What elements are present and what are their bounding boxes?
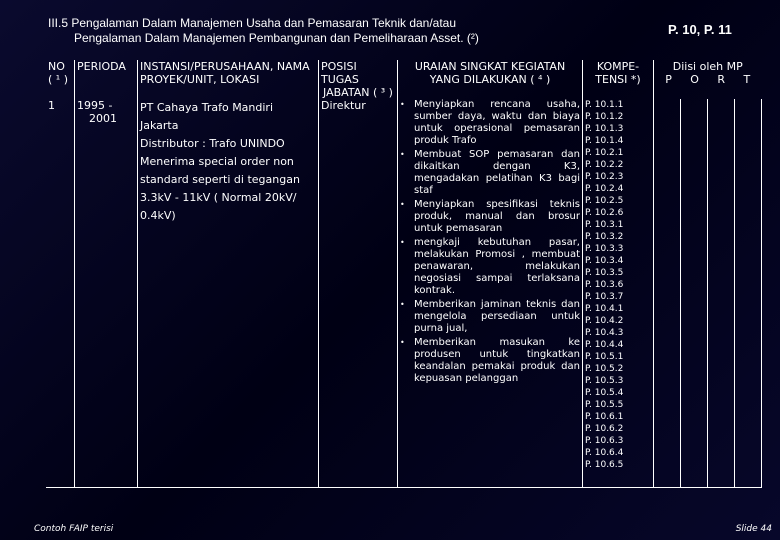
instansi-line: Menerima special order non <box>140 155 294 168</box>
row-periode-end: 2001 <box>89 112 117 125</box>
kompetensi-item: P. 10.6.2 <box>585 424 624 434</box>
header-kompetensi <box>583 60 654 99</box>
row-periode-start: 1995 - <box>77 99 113 112</box>
kompetensi-item: P. 10.3.2 <box>585 232 624 242</box>
kompetensi-item: P. 10.4.3 <box>585 328 624 338</box>
title-line-2: Pengalaman Dalam Manajemen Pembangunan dan Pemeliharaan Asset. (²) <box>74 31 479 45</box>
header-posisi-label: POSISI TUGAS <box>321 60 359 86</box>
slide-title <box>48 16 568 46</box>
kompetensi-item: P. 10.6.5 <box>585 460 624 470</box>
list-item <box>400 149 580 197</box>
kompetensi-item: P. 10.2.5 <box>585 196 624 206</box>
kompetensi-item: P. 10.5.5 <box>585 400 624 410</box>
header-posisi <box>319 60 398 99</box>
header-diisi <box>654 60 762 99</box>
kompetensi-item: P. 10.4.4 <box>585 340 624 350</box>
bullet-icon: • <box>400 100 405 109</box>
header-diisi-label: Diisi oleh MP <box>672 60 743 73</box>
header-uraian-label: URAIAN SINGKAT KEGIATAN <box>414 60 566 73</box>
header-uraian <box>398 60 583 99</box>
kompetensi-item: P. 10.1.2 <box>585 112 624 122</box>
instansi-line: Jakarta <box>140 119 179 132</box>
header-kompetensi-sub: TENSI *) <box>595 73 641 86</box>
page-reference: P. 10, P. 11 <box>668 22 732 37</box>
bullet-icon: • <box>400 300 405 309</box>
header-uraian-sub: YANG DILAKUKAN ( ⁴ ) <box>429 73 551 86</box>
slide-number: Slide 44 <box>735 524 772 534</box>
row-uraian <box>398 99 583 487</box>
kompetensi-item: P. 10.3.3 <box>585 244 624 254</box>
row-p-cell <box>654 99 681 487</box>
header-no-sub: ( ¹ ) <box>48 73 68 86</box>
kompetensi-item: P. 10.2.1 <box>585 148 624 158</box>
kompetensi-item: P. 10.3.4 <box>585 256 624 266</box>
row-r-cell <box>708 99 735 487</box>
header-periode <box>75 60 138 99</box>
kompetensi-item: P. 10.3.6 <box>585 280 624 290</box>
uraian-text: Membuat SOP pemasaran dan dikaitkan dengan K3, mengadakan pelatihan K3 bagi staf <box>414 149 580 196</box>
kompetensi-item: P. 10.2.3 <box>585 172 624 182</box>
kompetensi-item: P. 10.5.1 <box>585 352 624 362</box>
list-item <box>400 299 580 335</box>
row-periode <box>75 99 138 487</box>
instansi-line: 3.3kV - 11kV ( Normal 20kV/ <box>140 191 297 204</box>
kompetensi-item: P. 10.6.1 <box>585 412 624 422</box>
kompetensi-item: P. 10.2.6 <box>585 208 624 218</box>
title-line-1: III.5 Pengalaman Dalam Manajemen Usaha dan Pemasaran Teknik dan/atau <box>48 16 457 30</box>
header-instansi-label: INSTANSI/PERUSAHAAN, NAMA <box>140 60 310 73</box>
table-row <box>46 99 762 487</box>
kompetensi-item: P. 10.1.1 <box>585 100 624 110</box>
list-item <box>400 99 580 147</box>
header-no <box>46 60 75 99</box>
header-kompetensi-label: KOMPE- <box>596 60 640 73</box>
bullet-icon: • <box>400 150 405 159</box>
row-instansi <box>138 99 319 487</box>
list-item <box>400 337 580 385</box>
kompetensi-item: P. 10.2.4 <box>585 184 624 194</box>
header-posisi-sub: JABATAN ( ³ ) <box>323 86 393 99</box>
kompetensi-list <box>585 99 651 471</box>
uraian-text: Memberikan masukan ke produsen untuk tingkatkan keandalan pemakai produk dan kepuasan pelanggan <box>414 337 580 384</box>
header-r: R <box>717 73 726 86</box>
kompetensi-item: P. 10.4.2 <box>585 316 624 326</box>
row-o-cell <box>681 99 708 487</box>
kompetensi-item: P. 10.1.3 <box>585 124 624 134</box>
instansi-line: standard seperti di tegangan <box>140 173 300 186</box>
uraian-text: Menyiapkan rencana usaha, sumber daya, waktu dan biaya untuk operasional pemasaran produk Trafo <box>414 99 580 146</box>
header-p: P <box>665 73 672 86</box>
header-instansi <box>138 60 319 99</box>
uraian-text: Menyiapkan spesifikasi teknis produk, manual dan brosur untuk pemasaran <box>414 199 580 234</box>
header-no-label: NO <box>48 60 65 73</box>
header-periode-label: PERIODA <box>77 60 126 73</box>
bullet-icon: • <box>400 200 405 209</box>
list-item <box>400 199 580 235</box>
kompetensi-item: P. 10.5.4 <box>585 388 624 398</box>
header-t: T <box>743 73 751 86</box>
uraian-text: Memberikan jaminan teknis dan mengelola persediaan untuk purna jual, <box>414 299 580 334</box>
row-kompetensi <box>583 99 654 487</box>
footer-caption: Contoh FAIP terisi <box>34 524 114 534</box>
kompetensi-item: P. 10.3.1 <box>585 220 624 230</box>
experience-table <box>46 60 762 488</box>
uraian-list <box>400 99 580 385</box>
kompetensi-item: P. 10.2.2 <box>585 160 624 170</box>
bullet-icon: • <box>400 338 405 347</box>
instansi-line: PT Cahaya Trafo Mandiri <box>140 101 274 114</box>
bullet-icon: • <box>400 238 405 247</box>
table-header-row <box>46 60 762 99</box>
kompetensi-item: P. 10.3.7 <box>585 292 624 302</box>
instansi-line: 0.4kV) <box>140 209 176 222</box>
kompetensi-item: P. 10.5.2 <box>585 364 624 374</box>
kompetensi-item: P. 10.5.3 <box>585 376 624 386</box>
uraian-text: mengkaji kebutuhan pasar, melakukan Promosi , membuat penawaran, melakukan negosiasi sampai terlaksana kontrak. <box>414 237 580 296</box>
instansi-line: Distributor : Trafo UNINDO <box>140 137 285 150</box>
kompetensi-item: P. 10.6.3 <box>585 436 624 446</box>
list-item <box>400 237 580 297</box>
kompetensi-item: P. 10.4.1 <box>585 304 624 314</box>
kompetensi-item: P. 10.6.4 <box>585 448 624 458</box>
header-instansi-sub: PROYEK/UNIT, LOKASI <box>140 73 260 86</box>
kompetensi-item: P. 10.3.5 <box>585 268 624 278</box>
row-posisi: Direktur <box>319 99 398 487</box>
kompetensi-item: P. 10.1.4 <box>585 136 624 146</box>
row-no: 1 <box>46 99 75 487</box>
row-t-cell <box>735 99 762 487</box>
header-o: O <box>690 73 699 86</box>
